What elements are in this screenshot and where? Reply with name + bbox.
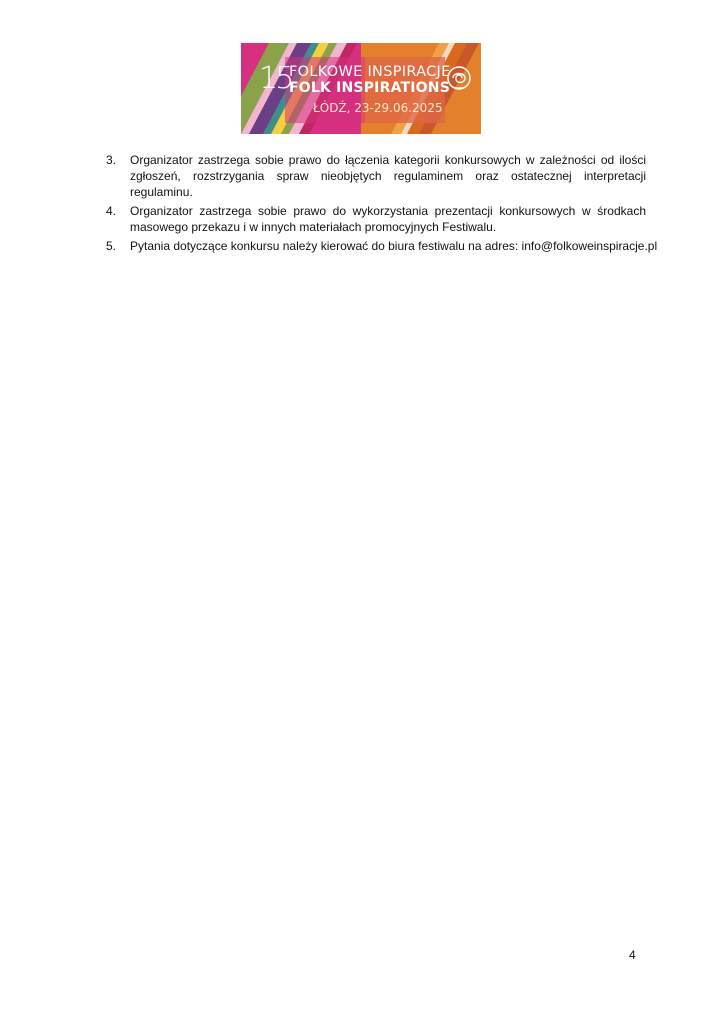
regulations-list bbox=[106, 152, 658, 257]
banner-text bbox=[241, 43, 481, 134]
list-item bbox=[106, 238, 658, 254]
rose-icon bbox=[444, 63, 474, 93]
list-item-text: Organizator zastrzega sobie prawo do wykorzystania prezentacji konkursowych w środkach masowego przekazu i w innych materiałach promocyjnych Festiwalu. bbox=[130, 204, 646, 234]
list-item-number: 5. bbox=[106, 239, 117, 253]
list-item-number: 3. bbox=[106, 153, 117, 167]
list-item-text: Pytania dotyczące konkursu należy kierować do biura festiwalu na adres: info@folkoweinspiracje.pl bbox=[130, 239, 658, 253]
banner-number: 15 bbox=[259, 61, 292, 96]
banner-place-dates: ŁÓDŹ, 23-29.06.2025 bbox=[313, 101, 443, 115]
festival-banner bbox=[241, 43, 481, 134]
page-number: 4 bbox=[629, 948, 636, 962]
list-item bbox=[106, 203, 646, 235]
banner-title-en: FOLK INSPIRATIONS bbox=[289, 80, 450, 96]
list-item bbox=[106, 152, 646, 200]
banner-title-pl: FOLKOWE INSPIRACJE bbox=[289, 64, 451, 80]
list-item-number: 4. bbox=[106, 204, 117, 218]
list-item-text: Organizator zastrzega sobie prawo do łączenia kategorii konkursowych w zależności od ilości zgłoszeń, rozstrzygania spraw nieobjętych regulaminem oraz ostatecznej interpretacji regulaminu. bbox=[130, 153, 646, 199]
